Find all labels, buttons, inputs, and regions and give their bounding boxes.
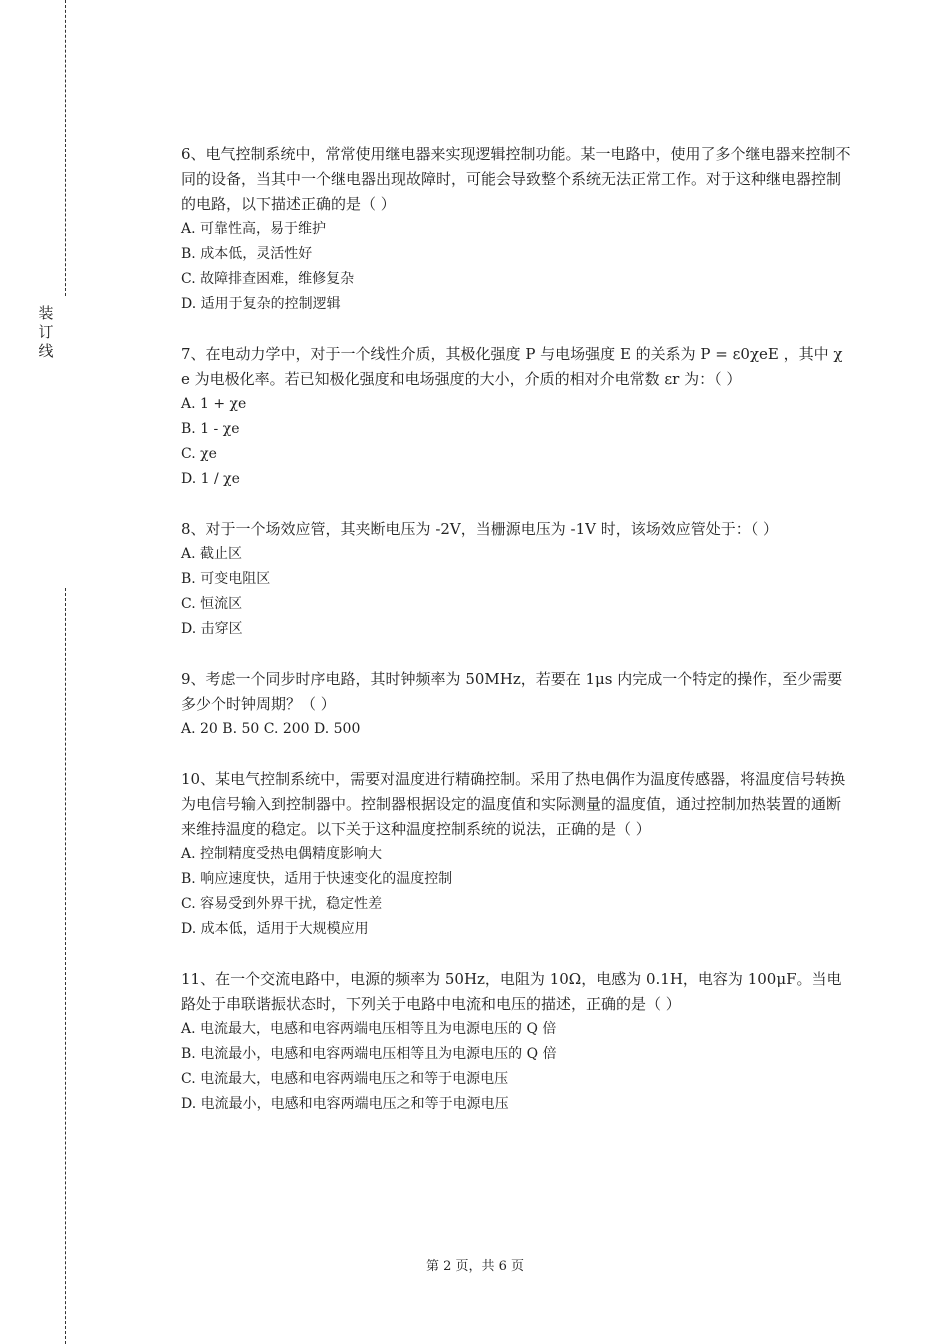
option-b: B. 电流最小，电感和电容两端电压相等且为电源电压的 Q 倍 [181, 1046, 557, 1062]
option-a: A. 截止区 [181, 546, 243, 562]
question-stem: 11、在一个交流电路中，电源的频率为 50Hz，电阻为 10Ω，电感为 0.1H，电容为 100μF。当电路处于串联谐振状态时，下列关于电路中电流和电压的描述，正确的是（ ） [181, 970, 842, 1013]
option-a: A. 电流最大，电感和电容两端电压相等且为电源电压的 Q 倍 [181, 1021, 557, 1037]
page-number: 第 2 页，共 6 页 [425, 1259, 525, 1274]
question-11 [181, 967, 851, 1117]
question-list [181, 142, 851, 1142]
question-8 [181, 517, 851, 642]
binding-line-bottom [65, 588, 66, 1344]
option-d: D. 1 / χe [181, 471, 240, 487]
option-c: C. χe [181, 446, 217, 462]
option-d: D. 成本低，适用于大规模应用 [181, 921, 369, 937]
option-c: C. 恒流区 [181, 596, 243, 612]
option-c: C. 容易受到外界干扰，稳定性差 [181, 896, 383, 912]
option-a: A. 控制精度受热电偶精度影响大 [181, 846, 383, 862]
question-stem: 9、考虑一个同步时序电路，其时钟频率为 50MHz，若要在 1μs 内完成一个特定的操作，至少需要多少个时钟周期？（ ） [181, 670, 843, 713]
option-list [181, 717, 851, 742]
binding-char: 装 [38, 304, 54, 322]
option-list [181, 542, 851, 642]
option-b: B. 成本低，灵活性好 [181, 246, 313, 262]
question-6 [181, 142, 851, 317]
option-d: D. 适用于复杂的控制逻辑 [181, 296, 341, 312]
question-7 [181, 342, 851, 492]
option-list [181, 842, 851, 942]
option-line: A. 20 B. 50 C. 200 D. 500 [181, 721, 361, 737]
question-10 [181, 767, 851, 942]
option-a: A. 可靠性高，易于维护 [181, 221, 327, 237]
option-list [181, 1017, 851, 1117]
option-a: A. 1 + χe [181, 396, 247, 412]
option-list [181, 392, 851, 492]
binding-char: 线 [38, 342, 54, 360]
option-c: C. 电流最大，电感和电容两端电压之和等于电源电压 [181, 1071, 509, 1087]
option-b: B. 响应速度快，适用于快速变化的温度控制 [181, 871, 453, 887]
option-d: D. 电流最小，电感和电容两端电压之和等于电源电压 [181, 1096, 509, 1112]
question-stem: 10、某电气控制系统中，需要对温度进行精确控制。采用了热电偶作为温度传感器，将温度信号转换为电信号输入到控制器中。控制器根据设定的温度值和实际测量的温度值，通过控制加热装置的通断来维持温度的稳定。以下关于这种温度控制系统的说法，正确的是（ ） [181, 770, 846, 838]
binding-line-top [65, 0, 66, 296]
binding-label [36, 304, 56, 361]
option-list [181, 217, 851, 317]
option-b: B. 可变电阻区 [181, 571, 271, 587]
question-stem: 6、电气控制系统中，常常使用继电器来实现逻辑控制功能。某一电路中，使用了多个继电器来控制不同的设备，当其中一个继电器出现故障时，可能会导致整个系统无法正常工作。对于这种继电器控制的电路，以下描述正确的是（ ） [181, 145, 851, 213]
question-9 [181, 667, 851, 742]
option-c: C. 故障排查困难，维修复杂 [181, 271, 355, 287]
option-b: B. 1 - χe [181, 421, 240, 437]
question-stem: 8、对于一个场效应管，其夹断电压为 -2V，当栅源电压为 -1V 时，该场效应管处于：（ ） [181, 520, 779, 538]
binding-char: 订 [38, 323, 54, 341]
question-stem: 7、在电动力学中，对于一个线性介质，其极化强度 P 与电场强度 E 的关系为 P = ε0χeE ，其中 χe 为电极化率。若已知极化强度和电场强度的大小，介质的相对介电常数 εr 为：（ ） [181, 345, 843, 388]
option-d: D. 击穿区 [181, 621, 243, 637]
